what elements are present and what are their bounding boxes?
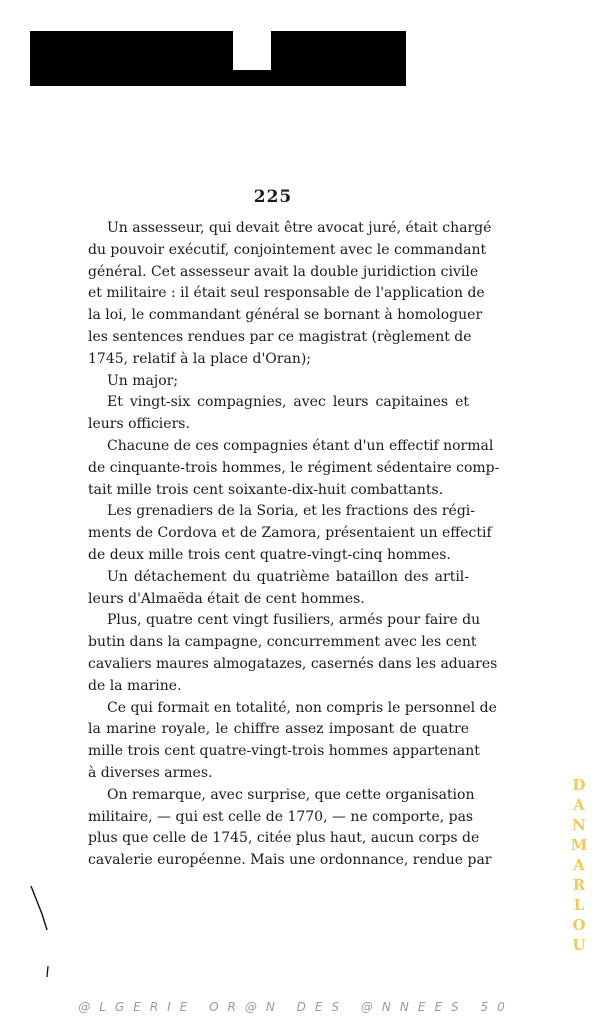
text-line: 1745, relatif à la place d'Oran);	[88, 350, 312, 367]
text-line: leurs d'Almaëda était de cent hommes.	[88, 590, 365, 607]
text-line: militaire, — qui est celle de 1770, — ne comporte, pas	[88, 808, 474, 825]
text-line: cavaliers maures almogatazes, casernés dans les aduares	[88, 655, 498, 672]
page-number: 225	[253, 187, 293, 207]
redaction-notch	[233, 31, 271, 70]
text-line: Les grenadiers de la Soria, et les fractions des régi-	[107, 503, 476, 520]
text-line: général. Cet assesseur avait la double juridiction civile	[88, 263, 479, 280]
text-line: ments de Cordova et de Zamora, présentaient un effectif	[88, 525, 492, 542]
text-line: la loi, le commandant général se bornant à homologuer	[88, 307, 483, 324]
side-watermark: DANMARLOU	[570, 776, 588, 956]
text-line: à diverses armes.	[88, 764, 213, 781]
text-line: Et vingt-six compagnies, avec leurs capitaines et	[107, 394, 469, 411]
text-line: tait mille trois cent soixante-dix-huit combattants.	[88, 481, 444, 498]
footer-watermark: @LGERIE OR@N DES @NNEES 50	[78, 1000, 514, 1014]
text-line: du pouvoir exécutif, conjointement avec le commandant	[88, 241, 487, 258]
text-line: la marine royale, le chiffre assez imposant de quatre	[88, 721, 469, 738]
text-line: Un assesseur, qui devait être avocat juré, était chargé	[107, 220, 492, 236]
text-line: de la marine.	[88, 677, 182, 694]
redaction-bar	[30, 31, 406, 86]
text-line: de cinquante-trois hommes, le régiment sédentaire comp-	[88, 459, 500, 476]
text-line: Plus, quatre cent vingt fusiliers, armés pour faire du	[107, 612, 481, 629]
text-line: leurs officiers.	[88, 416, 190, 433]
text-line: butin dans la campagne, concurremment avec les cent	[88, 634, 477, 651]
text-line: Ce qui formait en totalité, non compris le personnel de	[107, 699, 497, 716]
text-line: Chacune de ces compagnies étant d'un effectif normal	[107, 437, 494, 454]
text-line: les sentences rendues par ce magistrat (règlement de	[88, 328, 472, 345]
text-line: de deux mille trois cent quatre-vingt-cinq hommes.	[88, 546, 451, 563]
text-line: cavalerie européenne. Mais une ordonnance, rendue par	[88, 852, 492, 869]
body-text	[88, 218, 500, 872]
text-line: Un major;	[107, 372, 179, 389]
text-line: et militaire : il était seul responsable de l'application de	[88, 285, 485, 302]
text-line: On remarque, avec surprise, que cette organisation	[107, 786, 475, 803]
margin-pen-mark	[28, 880, 58, 980]
text-line: Un détachement du quatrième bataillon des artil-	[107, 568, 469, 585]
text-line: mille trois cent quatre-vingt-trois hommes appartenant	[88, 743, 480, 760]
text-line: plus que celle de 1745, citée plus haut, aucun corps de	[88, 830, 480, 847]
